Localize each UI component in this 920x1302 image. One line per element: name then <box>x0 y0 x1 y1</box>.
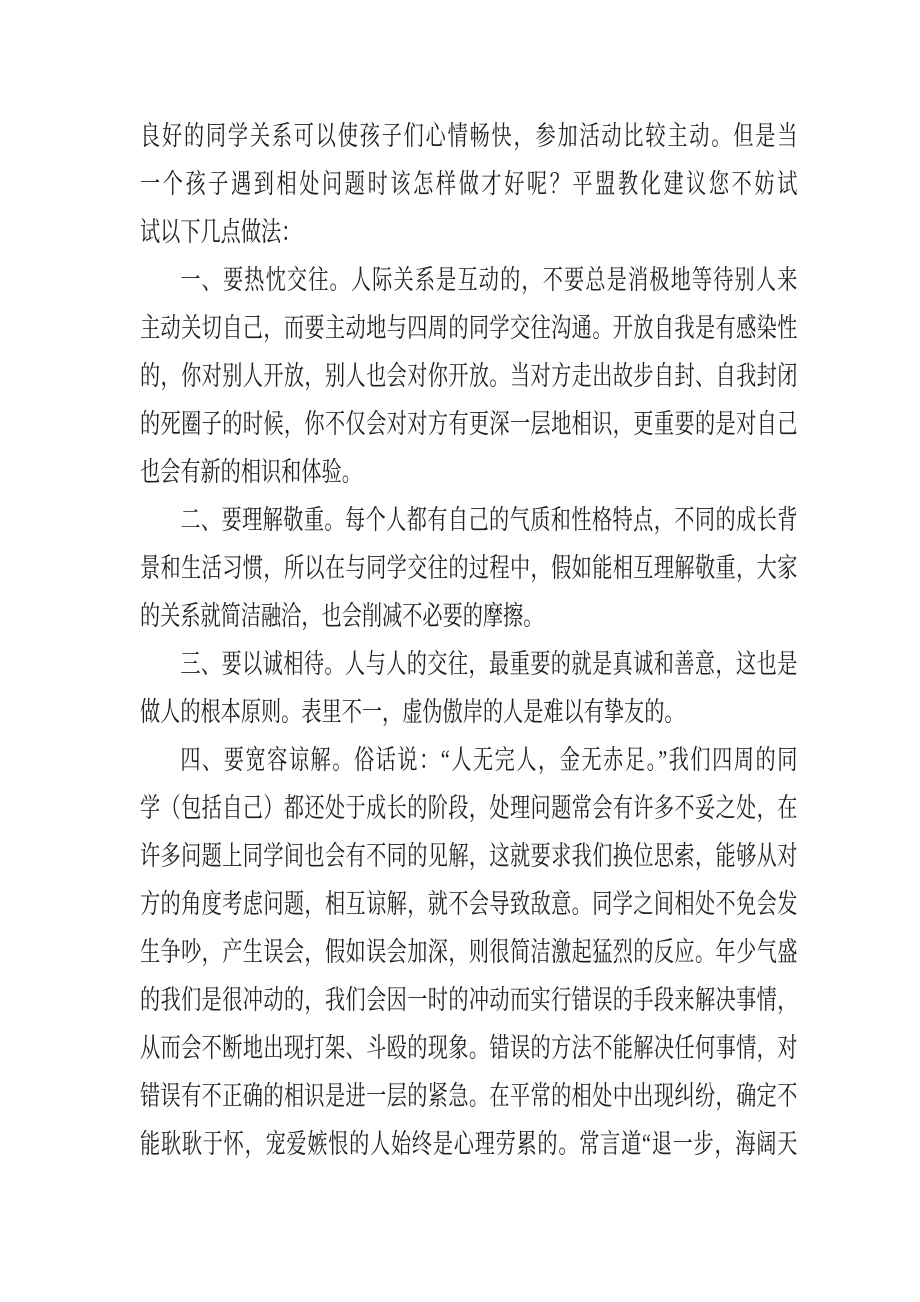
text-line: 四、要宽容谅解。俗话说：“人无完人，金无赤足。”我们四周的同 <box>180 745 798 775</box>
text-line: 错误有不正确的相识是进一层的紧急。在平常的相处中出现纠纷，确定不 <box>140 1081 798 1111</box>
text-line: 的我们是很冲动的，我们会因一时的冲动而实行错误的手段来解决事情， <box>140 985 798 1015</box>
text-line: 从而会不断地出现打架、斗殴的现象。错误的方法不能解决任何事情，对 <box>140 1033 798 1063</box>
text-line: 学（包括自己）都还处于成长的阶段，处理问题常会有许多不妥之处，在 <box>140 793 798 823</box>
text-line: 生争吵，产生误会，假如误会加深，则很简洁激起猛烈的反应。年少气盛 <box>140 937 798 967</box>
text-line: 方的角度考虑问题，相互谅解，就不会导致敌意。同学之间相处不免会发 <box>140 889 798 919</box>
text-line: 的死圈子的时候，你不仅会对对方有更深一层地相识，更重要的是对自己 <box>140 409 798 439</box>
text-line: 的，你对别人开放，别人也会对你开放。当对方走出故步自封、自我封闭 <box>140 361 798 391</box>
text-line: 许多问题上同学间也会有不同的见解，这就要求我们换位思索，能够从对 <box>140 841 798 871</box>
text-line: 景和生活习惯，所以在与同学交往的过程中，假如能相互理解敬重，大家 <box>140 553 798 583</box>
text-line: 三、要以诚相待。人与人的交往，最重要的就是真诚和善意，这也是 <box>180 649 798 679</box>
text-line: 的关系就简洁融洽，也会削减不必要的摩擦。 <box>140 601 544 631</box>
text-line: 一、要热忱交往。人际关系是互动的，不要总是消极地等待别人来 <box>180 265 798 295</box>
text-block <box>140 112 797 1172</box>
text-line: 良好的同学关系可以使孩子们心情畅快，参加活动比较主动。但是当 <box>140 121 798 151</box>
text-line: 能耿耿于怀，宠爱嫉恨的人始终是心理劳累的。常言道“退一步，海阔天 <box>140 1129 798 1159</box>
text-line: 试以下几点做法： <box>140 217 302 247</box>
text-line: 一个孩子遇到相处问题时该怎样做才好呢？平盟教化建议您不妨试 <box>140 169 798 199</box>
text-line: 二、要理解敬重。每个人都有自己的气质和性格特点，不同的成长背 <box>180 505 798 535</box>
text-line: 做人的根本原则。表里不一，虚伪傲岸的人是难以有挚友的。 <box>140 697 685 727</box>
text-line: 主动关切自己，而要主动地与四周的同学交往沟通。开放自我是有感染性 <box>140 313 798 343</box>
text-line: 也会有新的相识和体验。 <box>140 457 362 487</box>
